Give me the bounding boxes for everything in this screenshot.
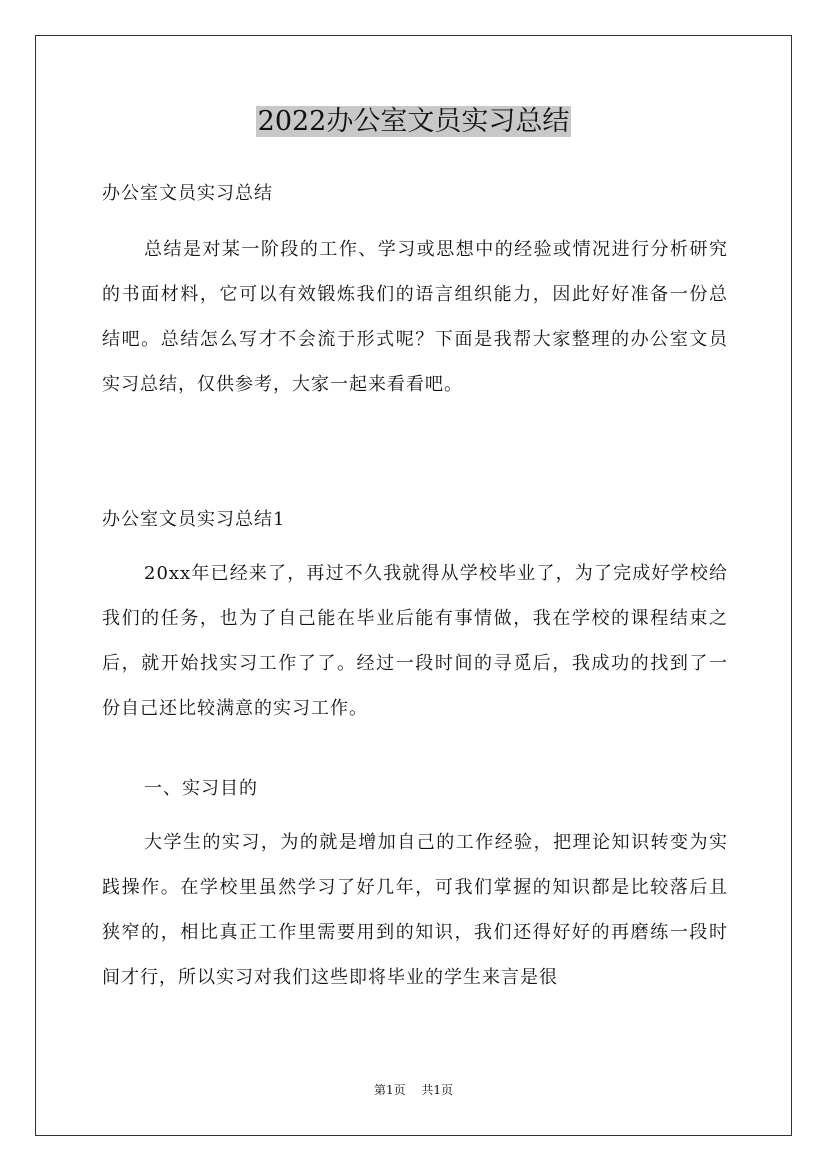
document-subtitle: 办公室文员实习总结 (102, 183, 273, 204)
heading-purpose: 一、实习目的 (144, 778, 258, 799)
page-total: 共1页 (421, 1083, 454, 1097)
intro-paragraph: 总结是对某一阶段的工作、学习或思想中的经验或情况进行分析研究的书面材料，它可以有效锻炼我们的语言组织能力，因此好好准备一份总结吧。总结怎么写才不会流于形式呢？下面是我帮大家整理的办公室文员实习总结，仅供参考，大家一起来看看吧。 (102, 239, 728, 395)
paragraph-1: 20xx年已经来了，再过不久我就得从学校毕业了，为了完成好学校给我们的任务，也为了自己能在毕业后能有事情做，我在学校的课程结束之后，就开始找实习工作了了。经过一段时间的寻觅后，我成功的找到了一份自己还比较满意的实习工作。 (102, 563, 728, 719)
page-footer (0, 1082, 827, 1098)
document-title-container (0, 102, 827, 142)
page-number: 第1页 (373, 1083, 406, 1097)
document-title: 2022办公室文员实习总结 (257, 106, 570, 137)
paragraph-2: 大学生的实习，为的就是增加自己的工作经验，把理论知识转变为实践操作。在学校里虽然学习了好几年，可我们掌握的知识都是比较落后且狭窄的，相比真正工作里需要用到的知识，我们还得好好的再磨练一段时间才行，所以实习对我们这些即将毕业的学生来言是很 (102, 832, 728, 988)
section-title: 办公室文员实习总结1 (102, 509, 286, 530)
